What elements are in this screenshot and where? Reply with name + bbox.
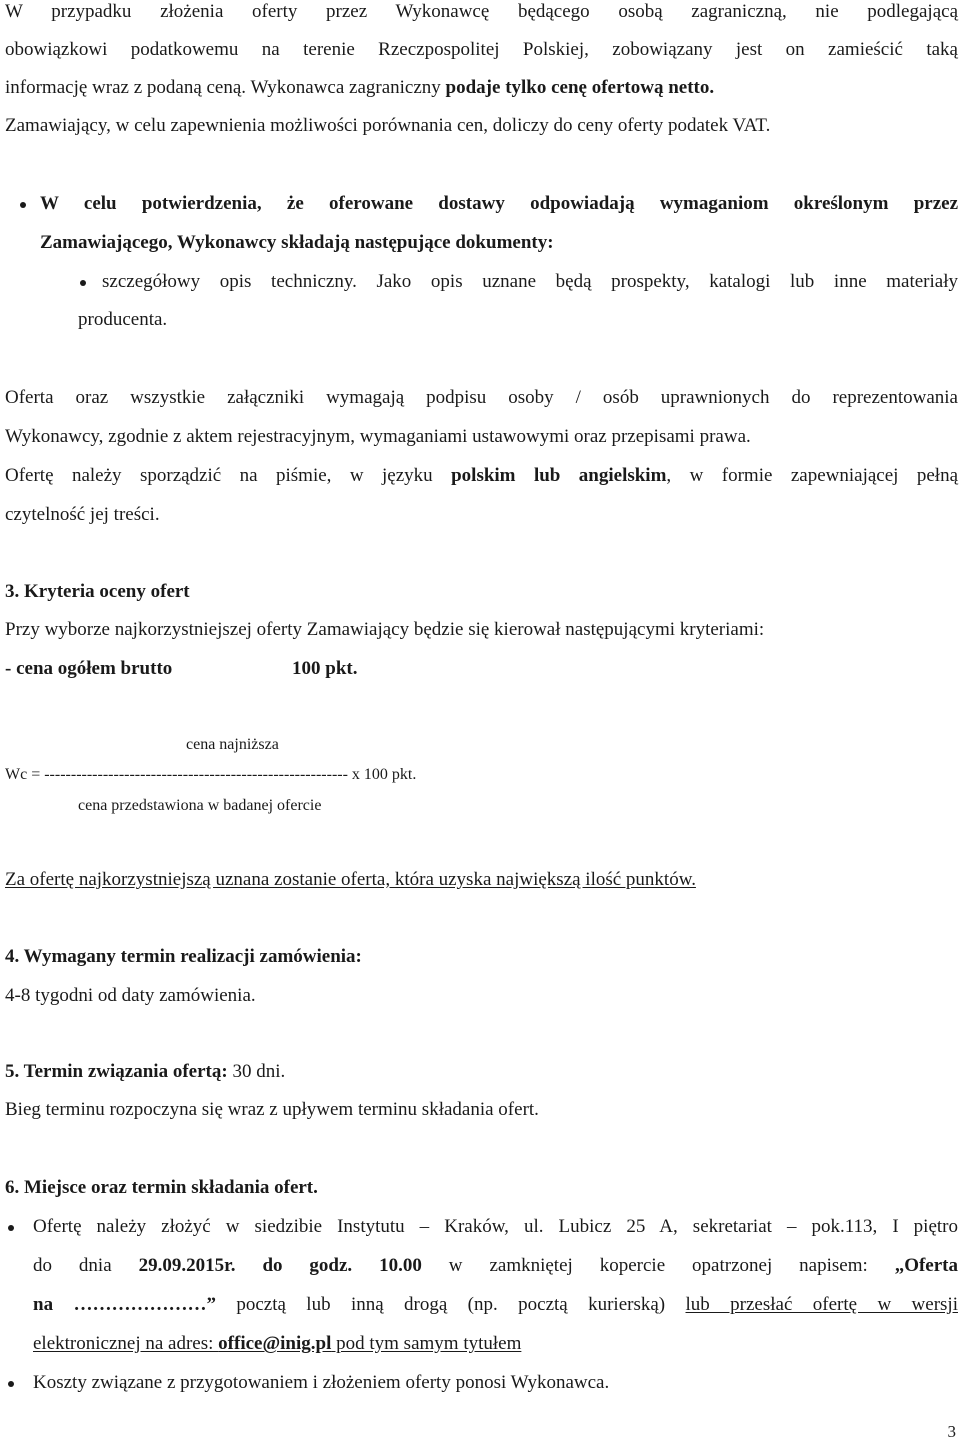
electronic-option: lub przesłać ofertę w wersji <box>685 1294 958 1315</box>
page-number: 3 <box>947 1422 956 1441</box>
winner-statement-text: Za ofertę najkorzystniejszą uznana zostanie oferta, która uzyska największą ilość punktów. <box>5 869 696 890</box>
signature-line-1: Oferta oraz wszystkie załączniki wymagają podpisu osoby / osób uprawnionych do reprezentowania <box>5 387 958 408</box>
bullet-icon <box>20 202 26 208</box>
envelope-label-cont: na …………………” <box>33 1294 216 1315</box>
formula-line: Wc = --------------------------------------------------------- x 100 pkt. <box>5 766 417 783</box>
criteria-value: 100 pkt. <box>292 658 358 679</box>
criteria-intro: Przy wyborze najkorzystniejszej oferty Zamawiający będzie się kierował następującymi kryteriami: <box>5 619 765 640</box>
envelope-text: w zamkniętej kopercie opatrzonej napisem: <box>421 1255 895 1276</box>
tech-description-line-2: producenta. <box>78 309 168 330</box>
submission-line-2 <box>33 1254 958 1278</box>
winner-statement <box>5 868 696 892</box>
deadline-prefix: do dnia <box>33 1255 139 1276</box>
envelope-label: „Oferta <box>894 1255 958 1276</box>
foreign-paragraph-text: informację wraz z podaną ceną. Wykonawca zagraniczny <box>5 77 446 98</box>
language-text-end: , w formie zapewniającej pełną <box>666 465 959 486</box>
language-text: Ofertę należy sporządzić na piśmie, w języku <box>5 465 452 486</box>
signature-line-2: Wykonawcy, zgodnie z aktem rejestracyjnym, wymaganiami ustawowymi oraz przepisami prawa. <box>5 426 751 447</box>
foreign-paragraph-line-3 <box>5 76 714 100</box>
tech-description-line-1: szczegółowy opis techniczny. Jako opis uznane będą prospekty, katalogi lub inne materiały <box>102 271 958 292</box>
costs-statement: Koszty związane z przygotowaniem i złożeniem oferty ponosi Wykonawca. <box>33 1372 610 1393</box>
formula-numerator: cena najniższa <box>186 736 279 753</box>
section-4-heading: 4. Wymagany termin realizacji zamówienia: <box>5 946 362 967</box>
submission-line-4 <box>33 1332 521 1356</box>
confirm-docs-line-2: Zamawiającego, Wykonawcy składają następujące dokumenty: <box>40 232 554 253</box>
foreign-paragraph-line-4: Zamawiający, w celu zapewnienia możliwości porównania cen, doliczy do ceny oferty podatek VAT. <box>5 115 771 136</box>
confirm-docs-line-1: W celu potwierdzenia, że oferowane dostawy odpowiadają wymaganiom określonym przez <box>40 193 958 214</box>
language-requirement: polskim lub angielskim <box>451 465 667 486</box>
signature-line-4: czytelność jej treści. <box>5 504 160 525</box>
binding-term-text: Bieg terminu rozpoczyna się wraz z upływem terminu składania ofert. <box>5 1099 539 1120</box>
bullet-icon <box>80 280 86 286</box>
submission-line-1: Ofertę należy złożyć w siedzibie Instytutu – Kraków, ul. Lubicz 25 A, sekretariat – pok.113, I piętro <box>33 1216 958 1237</box>
section-3-heading: 3. Kryteria oceny ofert <box>5 581 190 602</box>
email-link[interactable]: office@inig.pl <box>218 1333 332 1354</box>
net-price-note: podaje tylko cenę ofertową netto. <box>445 77 715 98</box>
section-6-heading: 6. Miejsce oraz termin składania ofert. <box>5 1177 318 1198</box>
signature-line-3 <box>5 464 958 488</box>
section-5-heading <box>5 1060 285 1084</box>
post-text: pocztą lub inną drogą (np. pocztą kurierską) <box>215 1294 686 1315</box>
criteria-label: - cena ogółem brutto <box>5 658 173 679</box>
electronic-address-suffix: pod tym samym tytułem <box>331 1333 522 1354</box>
deadline-date: 29.09.2015r. do godz. 10.00 <box>138 1255 422 1276</box>
electronic-address-text <box>33 1333 521 1354</box>
bullet-icon <box>8 1225 14 1231</box>
submission-line-3 <box>33 1293 958 1317</box>
section-5-title: 5. Termin związania ofertą: <box>5 1061 228 1082</box>
binding-days: 30 dni. <box>227 1061 286 1082</box>
bullet-icon <box>8 1381 14 1387</box>
foreign-paragraph-line-2: obowiązkowi podatkowemu na terenie Rzeczpospolitej Polskiej, zobowiązany jest on zamieścić taką <box>5 39 958 60</box>
electronic-address-prefix: elektronicznej na adres: <box>33 1333 219 1354</box>
foreign-paragraph-line-1: W przypadku złożenia oferty przez Wykonawcę będącego osobą zagraniczną, nie podlegającą <box>5 1 958 22</box>
formula-denominator: cena przedstawiona w badanej ofercie <box>78 797 322 814</box>
delivery-term: 4-8 tygodni od daty zamówienia. <box>5 985 256 1006</box>
